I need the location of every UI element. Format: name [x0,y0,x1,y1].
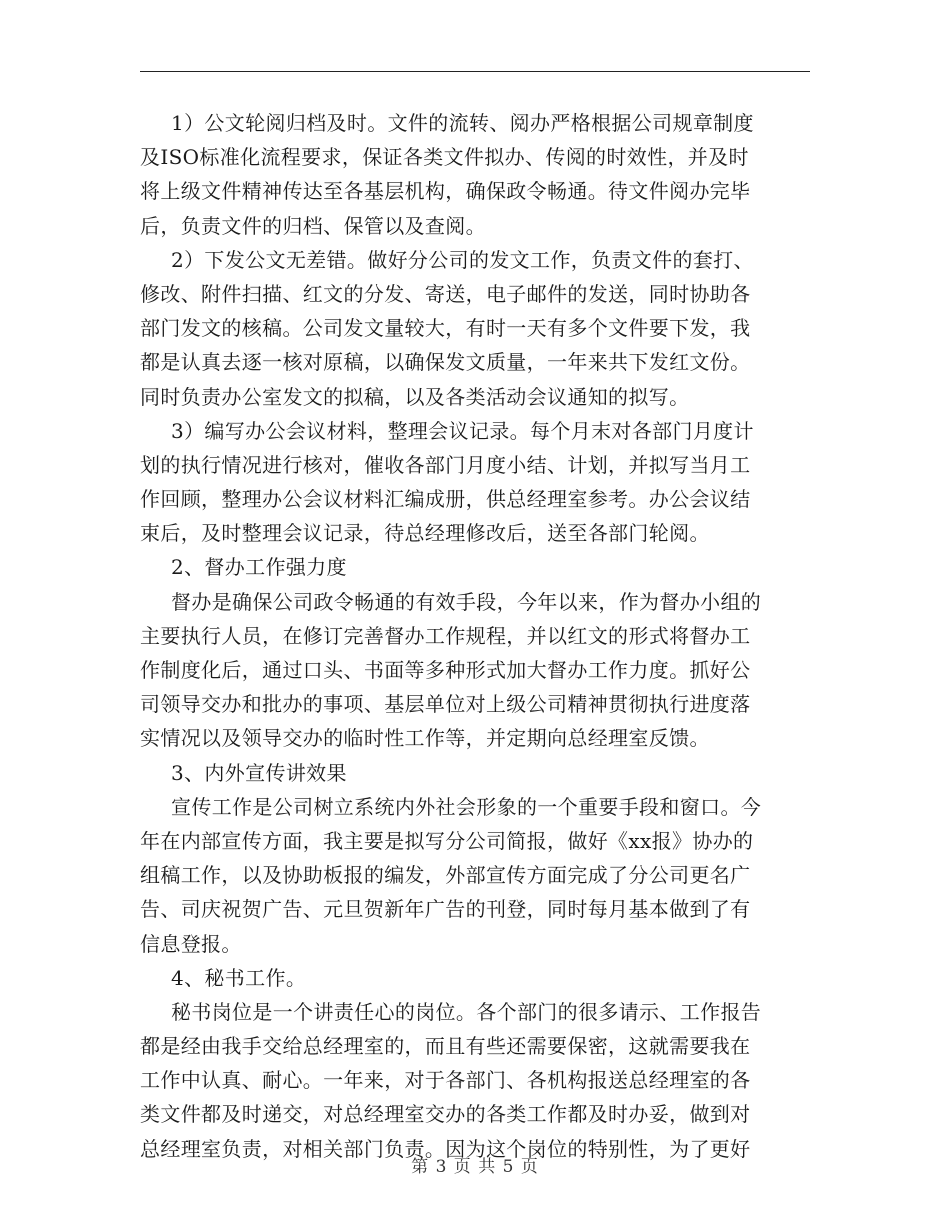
text-line: 部门发文的核稿。公司发文量较大，有时一天有多个文件要下发，我 [140,316,751,341]
text-line: 总经理室负责，对相关部门负责。因为这个岗位的特别性，为了更好 [140,1136,751,1161]
text-line: 作制度化后，通过口头、书面等多种形式加大督办工作力度。抓好公 [140,658,751,682]
text-line: 类文件都及时递交，对总经理室交办的各类工作都及时办妥，做到对 [140,1102,751,1127]
text-line: 1）公文轮阅归档及时。文件的流转、阅办严格根据公司规章制度 [171,111,754,135]
text-line: 司领导交办和批办的事项、基层单位对上级公司精神贯彻执行进度落 [140,692,751,717]
text-line: 都是认真去逐一核对原稿，以确保发文质量，一年来共下发红文份。 [140,350,751,375]
text-line: 作回顾，整理办公会议材料汇编成册，供总经理室参考。办公会议结 [140,487,751,512]
text-line: 束后，及时整理会议记录，待总经理修改后，送至各部门轮阅。 [140,521,710,546]
text-line: 2）下发公文无差错。做好分公司的发文工作，负责文件的套打、 [171,247,754,272]
text-line: 2、督办工作强力度 [171,555,347,580]
page-footer: 第 3 页 共 5 页 [411,1157,539,1177]
text-line: 3、内外宣传讲效果 [171,760,347,785]
text-line: 督办是确保公司政令畅通的有效手段，今年以来，作为督办小组的 [171,589,762,614]
text-line: 宣传工作是公司树立系统内外社会形象的一个重要手段和窗口。今 [171,794,762,819]
header-rule [140,71,810,72]
text-line: 都是经由我手交给总经理室的，而且有些还需要保密，这就需要我在 [140,1034,751,1059]
text-line: 3）编写办公会议材料，整理会议记录。每个月末对各部门月度计 [171,418,754,443]
text-line: 告、司庆祝贺广告、元旦贺新年广告的刊登，同时每月基本做到了有 [140,897,751,922]
text-line: 后，负责文件的归档、保管以及查阅。 [140,213,486,238]
text-line: 秘书岗位是一个讲责任心的岗位。各个部门的很多请示、工作报告 [171,999,762,1024]
document-body [140,106,810,1166]
text-line: 主要执行人员，在修订完善督办工作规程，并以红文的形式将督办工 [140,623,751,648]
text-line: 划的执行情况进行核对，催收各部门月度小结、计划，并拟写当月工 [140,452,751,477]
text-line: 4、秘书工作。 [171,965,307,990]
text-line: 及ISO标准化流程要求，保证各类文件拟办、传阅的时效性，并及时 [140,145,749,170]
text-line: 同时负责办公室发文的拟稿，以及各类活动会议通知的拟写。 [140,384,690,409]
text-line: 实情况以及领导交办的临时性工作等，并定期向总经理室反馈。 [140,726,710,751]
text-line: 年在内部宣传方面，我主要是拟写分公司简报，做好《xx报》协办的 [140,828,754,853]
text-line: 修改、附件扫描、红文的分发、寄送，电子邮件的发送，同时协助各 [140,281,751,306]
text-line: 组稿工作，以及协助板报的编发，外部宣传方面完成了分公司更名广 [140,863,751,888]
text-line: 将上级文件精神传达至各基层机构，确保政令畅通。待文件阅办完毕 [140,179,751,204]
text-line: 工作中认真、耐心。一年来，对于各部门、各机构报送总经理室的各 [140,1068,751,1093]
text-line: 信息登报。 [140,931,242,956]
